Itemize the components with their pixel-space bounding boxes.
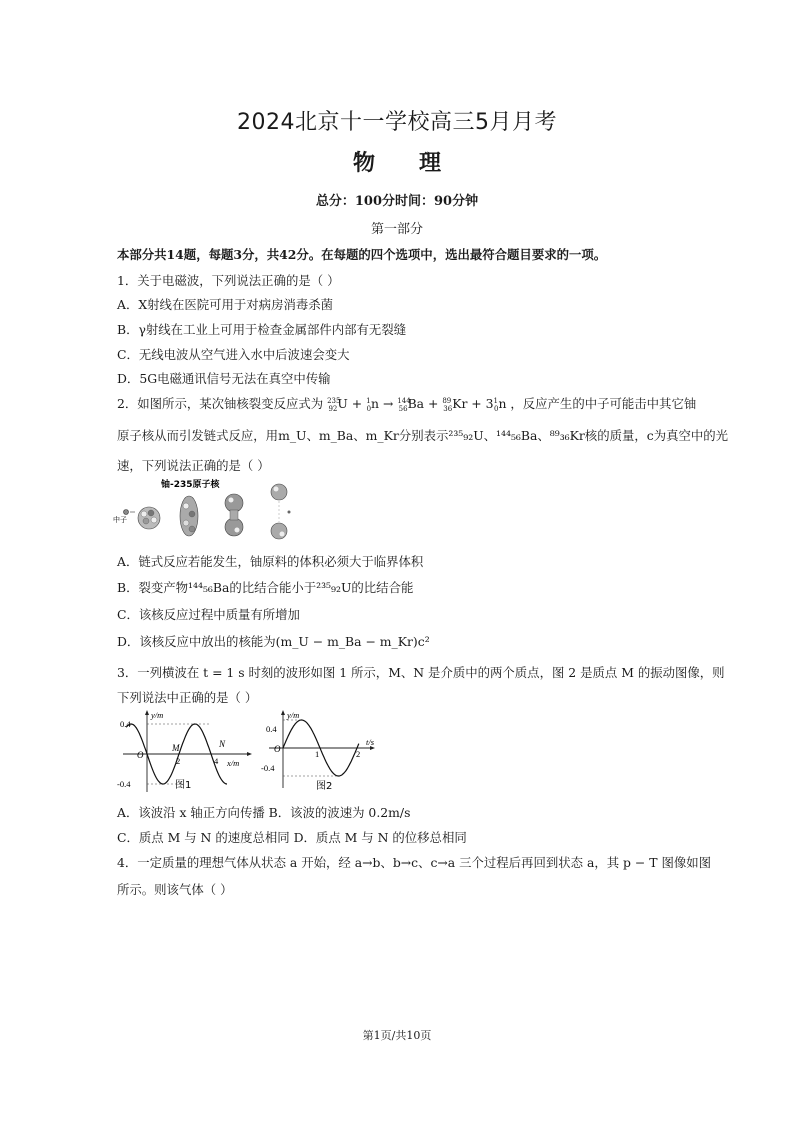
question-3-stem-line-2: 下列说法中正确的是（ ） — [117, 690, 258, 705]
fig2-origin: O — [274, 744, 281, 754]
part-heading: 第一部分 — [370, 222, 423, 237]
question-1-stem: 1．关于电磁波，下列说法正确的是（ ） — [117, 273, 340, 288]
fig2-ylabel: y/m — [287, 710, 300, 720]
question-1-option-c: C．无线电波从空气进入水中后波速会变大 — [117, 347, 350, 362]
fig1-y-neg: -0.4 — [117, 779, 131, 789]
fig2-tick-2: 2 — [356, 749, 361, 759]
fig1-label-n: N — [219, 739, 226, 749]
chain-reaction-figure — [113, 478, 313, 544]
question-4-stem-line-1: 4．一定质量的理想气体从状态 a 开始，经 a→b、b→c、c→a 三个过程后再回到状态 a，其 p − T 图像如图 — [117, 855, 712, 870]
fig1-xlabel: x/m — [227, 758, 240, 768]
question-2-option-b: B．裂变产物¹⁴⁴₅₆Ba的比结合能小于²³⁵₉₂U的比结合能 — [117, 580, 414, 595]
question-4-stem-line-2: 所示。则该气体（ ） — [117, 882, 233, 897]
fig1-tick-4: 4 — [214, 756, 219, 766]
question-2-option-c: C．该核反应过程中质量有所增加 — [117, 607, 300, 622]
fig2-xlabel: t/s — [366, 737, 375, 747]
exam-title: 2024北京十一学校高三5月月考 — [237, 110, 557, 135]
page-footer: 第1页/共10页 — [362, 1029, 432, 1042]
splitting-nucleus-icon — [225, 494, 243, 536]
question-3-options-line-1: A．该波沿 x 轴正方向传播 B．该波的波速为 0.2m/s — [117, 805, 411, 820]
fig1-ylabel: y/m — [151, 710, 164, 720]
figure-1-waveform — [115, 708, 255, 794]
fig1-tick-2: 2 — [176, 756, 181, 766]
question-2-option-d: D．该核反应中放出的核能为(m_U − m_Ba − m_Kr)c² — [117, 634, 430, 649]
fig2-y-pos: 0.4 — [266, 724, 277, 734]
fig2-y-neg: -0.4 — [261, 763, 275, 773]
excited-nucleus-icon — [180, 496, 198, 536]
instructions: 本部分共14题，每题3分，共42分。在每题的四个选项中，选出最符合题目要求的一项。 — [117, 247, 607, 262]
question-2-stem-line-2: 原子核从而引发链式反应，用m_U、m_Ba、m_Kr分别表示²³⁵₉₂U、¹⁴⁴₅₆Ba、⁸⁹₃₆Kr核的质量，c为真空中的光 — [117, 428, 729, 443]
question-3-stem-line-1: 3．一列横波在 t = 1 s 时刻的波形如图 1 所示，M、N 是介质中的两个质点，图 2 是质点 M 的振动图像，则 — [117, 665, 725, 680]
subject-title: 物理 — [352, 151, 485, 176]
fission-fragments-icon — [271, 484, 291, 539]
question-2-stem-text-b: ，反应产生的中子可能击中其它铀 — [510, 396, 697, 411]
question-2-stem-line-3: 速，下列说法正确的是（ ） — [117, 458, 270, 473]
fission-equation: $^{235}_{92}U + ^1_0n \to ^{144}_{56}Ba + ^{89}_{36}Kr + 3^1_0n$ — [327, 396, 511, 414]
question-3-options-line-2: C．质点 M 与 N 的速度总相同 D．质点 M 与 N 的位移总相同 — [117, 830, 467, 845]
fig1-origin: O — [137, 750, 144, 760]
nucleus-label: 铀-235原子核 — [161, 480, 220, 490]
fig2-caption: 图2 — [316, 781, 333, 792]
fig2-tick-1: 1 — [315, 749, 320, 759]
question-2-stem-line-1 — [117, 394, 696, 413]
question-1-option-d: D．5G电磁通讯信号无法在真空中传输 — [117, 371, 331, 386]
question-2-option-a: A．链式反应若能发生，铀原料的体积必须大于临界体积 — [117, 554, 424, 569]
uranium-nucleus-icon — [138, 507, 160, 529]
fig1-label-m: M — [172, 743, 180, 753]
question-1-option-b: B．γ射线在工业上可用于检查金属部件内部有无裂缝 — [117, 322, 407, 337]
fig1-y-pos: 0.4 — [120, 719, 131, 729]
neutron-icon — [124, 510, 136, 515]
neutron-label: 中子 — [113, 516, 127, 524]
score-info: 总分：100分时间：90分钟 — [315, 194, 479, 209]
fig1-caption: 图1 — [175, 780, 192, 791]
question-1-option-a: A．X射线在医院可用于对病房消毒杀菌 — [117, 297, 334, 312]
figure-2-vibration — [261, 708, 381, 794]
question-2-stem-text-a: 2．如图所示，某次铀核裂变反应式为 — [117, 396, 324, 411]
